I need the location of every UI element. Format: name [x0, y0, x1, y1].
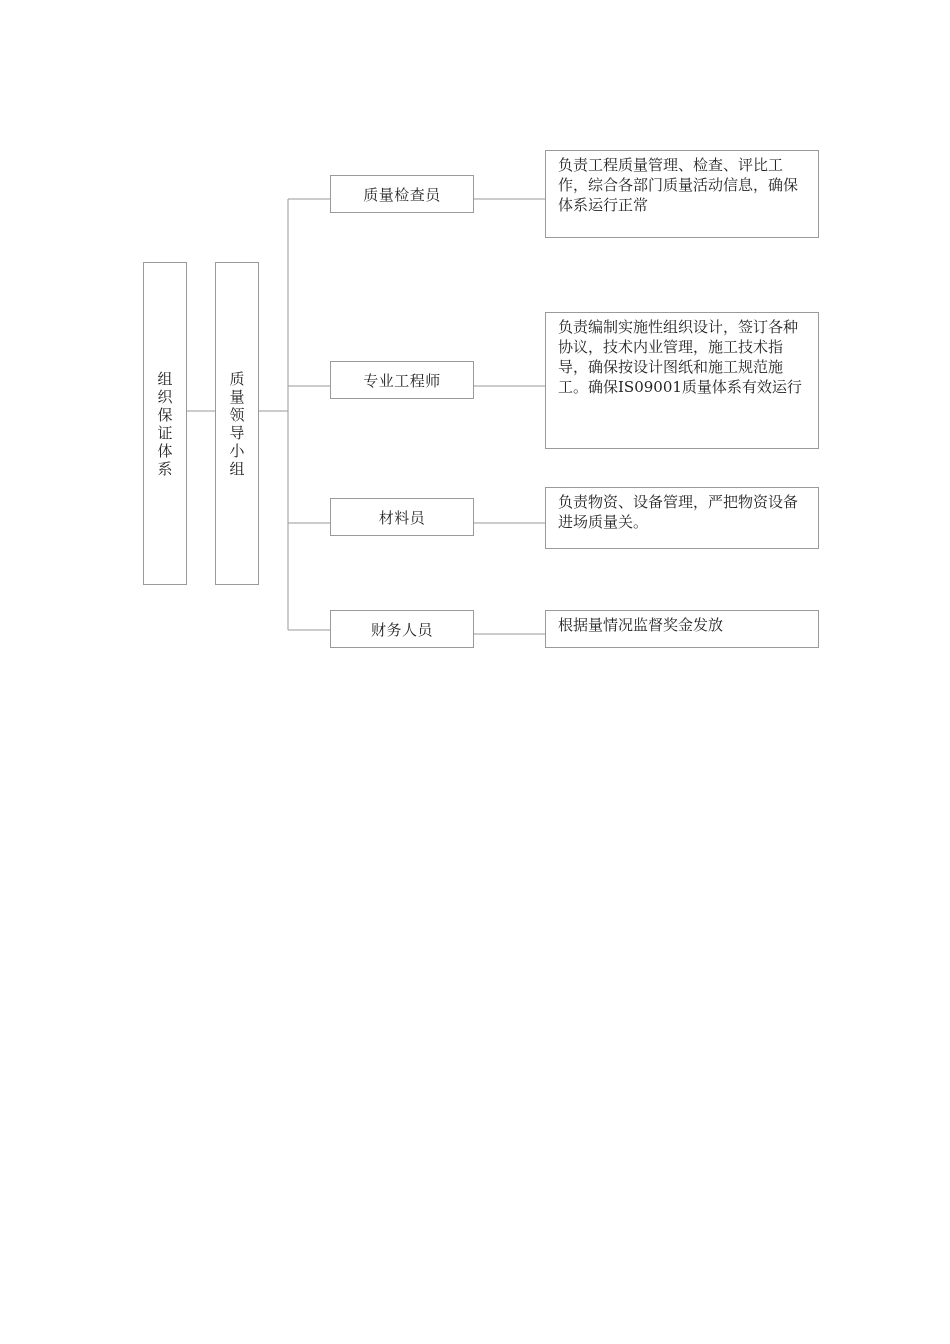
duty-text: 根据量情况监督奖金发放 — [558, 616, 724, 634]
root-node-label: 组织保证体系 — [157, 369, 173, 478]
duty-text: 负责工程质量管理、检查、评比工作，综合各部门质量活动信息，确保体系运行正常 — [558, 156, 799, 214]
leader-node-label: 质量领导小组 — [229, 369, 245, 478]
duty-node-material-clerk — [545, 487, 819, 549]
root-node — [143, 262, 187, 585]
role-node-finance-staff — [330, 610, 474, 648]
role-label: 专业工程师 — [363, 371, 441, 390]
duty-node-quality-inspector — [545, 150, 819, 238]
role-node-material-clerk — [330, 498, 474, 536]
duty-node-engineer — [545, 312, 819, 449]
role-label: 材料员 — [378, 508, 426, 527]
leader-node — [215, 262, 259, 585]
role-label: 财务人员 — [370, 620, 433, 639]
duty-text: 负责物资、设备管理，严把物资设备进场质量关。 — [558, 493, 799, 531]
duty-node-finance-staff — [545, 610, 819, 648]
role-node-engineer — [330, 361, 474, 399]
duty-text: 负责编制实施性组织设计，签订各种协议，技术内业管理，施工技术指导，确保按设计图纸和施工规范施工。确保IS09001质量体系有效运行 — [558, 318, 802, 396]
role-label: 质量检查员 — [363, 185, 441, 204]
role-node-quality-inspector — [330, 175, 474, 213]
